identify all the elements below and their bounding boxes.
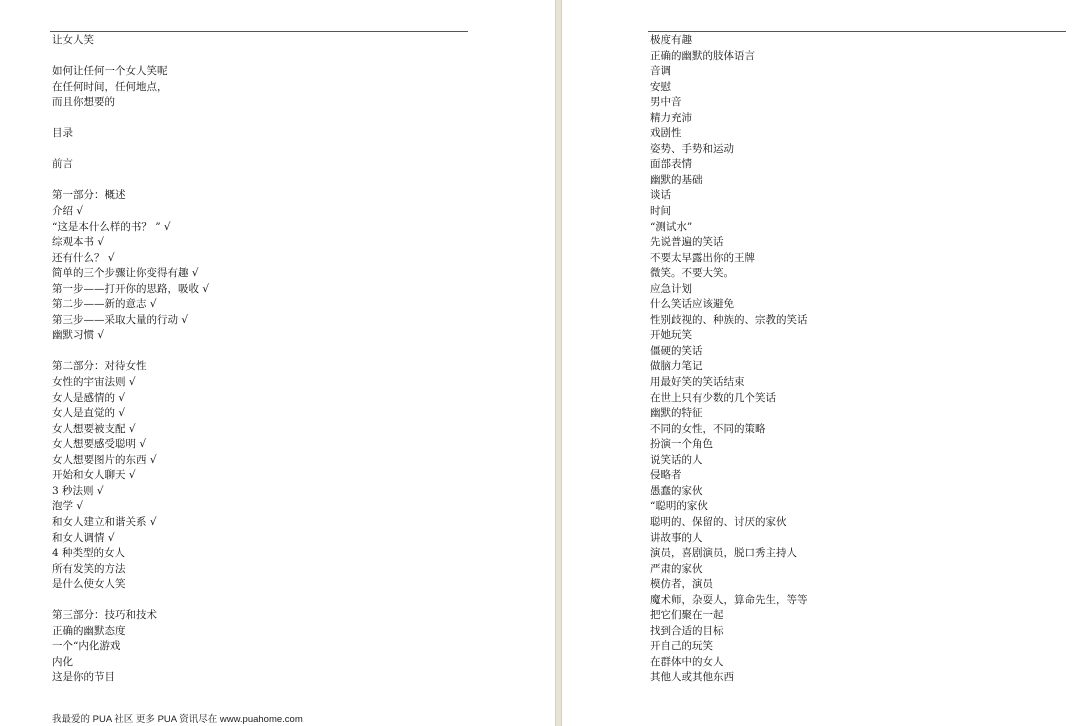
toc-line: 女人想要感受聪明 √ (52, 438, 147, 451)
toc-line: 找到合适的目标 (650, 624, 724, 637)
toc-line: 应急计划 (650, 282, 692, 295)
toc-line: 所有发笑的方法 (52, 562, 126, 575)
toc-line: 男中音 (650, 96, 682, 109)
toc-line (52, 49, 492, 65)
toc-line: 开她玩笑 (650, 329, 692, 342)
toc-line: 和女人调情 √ (52, 531, 115, 544)
toc-line: 开始和女人聊天 √ (52, 469, 136, 482)
toc-line: 女人是感情的 √ (52, 391, 126, 404)
toc-line: 僵硬的笑话 (650, 344, 703, 357)
toc-line: 综观本书 √ (52, 236, 105, 249)
toc-line: 介绍 √ (52, 205, 84, 218)
toc-line: 一个“内化游戏 (52, 640, 121, 653)
toc-line: 泡学 √ (52, 500, 84, 513)
toc-line: 用最好笑的笑话结束 (650, 376, 745, 389)
toc-line: 不同的女性，不同的策略 (650, 422, 766, 435)
toc-line: 时间 (650, 205, 671, 218)
page-footer: 我最爱的 PUA 社区 更多 PUA 资讯尽在 www.puahome.com (52, 714, 303, 725)
toc-line: 在世上只有少数的几个笑话 (650, 391, 776, 404)
toc-line: 让女人笑 (52, 34, 94, 46)
toc-line: 第二部分：对待女性 (52, 360, 147, 373)
toc-lines-left (52, 33, 492, 686)
toc-line: 和女人建立和谐关系 √ (52, 515, 157, 528)
toc-line: 什么笑话应该避免 (650, 298, 734, 311)
toc-line: 幽默习惯 √ (52, 329, 105, 342)
toc-line: 音调 (650, 65, 671, 78)
header-rule (50, 31, 468, 32)
toc-line: 性别歧视的、种族的、宗教的笑话 (650, 313, 808, 326)
toc-line: 第三部分：技巧和技术 (52, 609, 157, 622)
toc-line (52, 111, 492, 127)
toc-line: 女人是直觉的 √ (52, 407, 126, 420)
toc-line: 第一步——打开你的思路，吸收 √ (52, 282, 210, 295)
toc-line: 精力充沛 (650, 111, 692, 124)
toc-line: 内化 (52, 655, 73, 668)
toc-line: 愚蠢的家伙 (650, 484, 703, 497)
toc-line: 侵略者 (650, 469, 682, 482)
toc-line: 模仿者，演员 (650, 578, 713, 591)
toc-line: 聪明的、保留的、讨厌的家伙 (650, 515, 787, 528)
toc-line: “测试水” (650, 220, 693, 233)
right-page (562, 0, 1082, 726)
toc-line (52, 344, 492, 360)
toc-line: “聪明的家伙 (650, 500, 708, 513)
toc-line: 幽默的基础 (650, 173, 703, 186)
header-rule (648, 31, 1066, 32)
toc-line: 其他人或其他东西 (650, 671, 734, 684)
toc-line: 戏剧性 (650, 127, 682, 140)
toc-line: 这是你的节目 (52, 671, 115, 684)
toc-line: 做脑力笔记 (650, 360, 703, 373)
toc-line: 微笑。不要大笑。 (650, 267, 734, 280)
toc-line: 女人想要被支配 √ (52, 422, 136, 435)
toc-line: 是什么使女人笑 (52, 578, 126, 591)
toc-lines-right (650, 33, 1070, 686)
toc-line: 简单的三个步骤让你变得有趣 √ (52, 267, 199, 280)
toc-line: 幽默的特征 (650, 407, 703, 420)
toc-line: 第二步——新的意志 √ (52, 298, 157, 311)
toc-line: 极度有趣 (650, 34, 692, 46)
toc-line: 说笑话的人 (650, 453, 703, 466)
toc-line: 4 种类型的女人 (52, 547, 126, 560)
toc-line: 正确的幽默态度 (52, 624, 126, 637)
toc-line: 不要太早露出你的王牌 (650, 251, 755, 264)
toc-line: 在任何时间，任何地点， (52, 80, 168, 93)
toc-line: 严肃的家伙 (650, 562, 703, 575)
toc-line: 谈话 (650, 189, 671, 202)
toc-line: 第一部分：概述 (52, 189, 126, 202)
toc-line: 把它们聚在一起 (650, 609, 724, 622)
toc-line: 讲故事的人 (650, 531, 703, 544)
toc-line: 第三步——采取大量的行动 √ (52, 313, 189, 326)
toc-line (52, 142, 492, 158)
toc-line: 如何让任何一个女人笑呢 (52, 65, 168, 78)
toc-line: 开自己的玩笑 (650, 640, 713, 653)
toc-line (52, 593, 492, 609)
toc-line: 3 秒法则 √ (52, 484, 104, 497)
toc-line: 正确的幽默的肢体语言 (650, 49, 755, 62)
toc-line: 魔术师，杂耍人，算命先生，等等 (650, 593, 808, 606)
toc-line: 演员，喜剧演员，脱口秀主持人 (650, 547, 797, 560)
toc-line: 女性的宇宙法则 √ (52, 376, 136, 389)
toc-line: 在群体中的女人 (650, 655, 724, 668)
toc-line: 而且你想要的 (52, 96, 115, 109)
toc-line: 前言 (52, 158, 73, 171)
toc-line (52, 173, 492, 189)
toc-line: 扮演一个角色 (650, 438, 713, 451)
toc-line: 目录 (52, 127, 73, 140)
toc-line: 面部表情 (650, 158, 692, 171)
toc-line: 先说普遍的笑话 (650, 236, 724, 249)
toc-line: 女人想要图片的东西 √ (52, 453, 157, 466)
toc-line: 还有什么？ √ (52, 251, 115, 264)
toc-line: 安慰 (650, 80, 671, 93)
page-gutter (555, 0, 562, 726)
toc-line: 姿势、手势和运动 (650, 142, 734, 155)
toc-line: “这是本什么样的书？ ” √ (52, 220, 171, 233)
